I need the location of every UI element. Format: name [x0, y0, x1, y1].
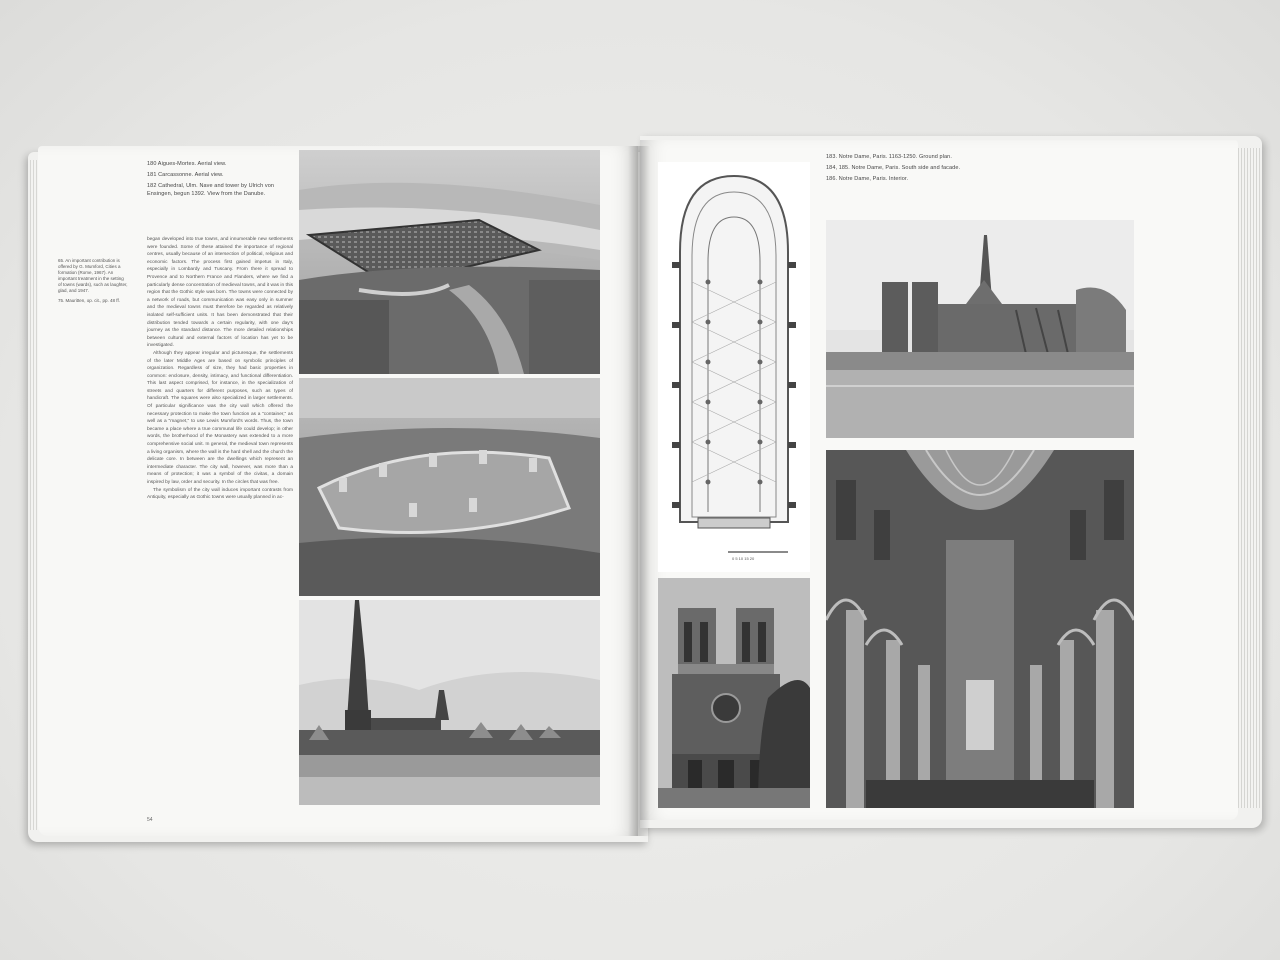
- caption-186: 186. Notre Dame, Paris. Interior.: [826, 176, 909, 182]
- book-gutter: [628, 146, 650, 836]
- left-captions: [147, 160, 287, 201]
- caption-180: 180 Aigues-Mortes. Aerial view.: [147, 161, 227, 167]
- caption-181: 181 Carcassonne. Aerial view.: [147, 172, 224, 178]
- page-number: 54: [147, 817, 153, 823]
- left-body-text: [147, 236, 293, 502]
- margin-note-65: 65. An important contribution is offered by G. Mumford, Cities a formation (Rome, 1967). An important treatment in the setting of towns (wards), such as laughter, glad, and 1947.: [58, 258, 128, 293]
- photo-notre-dame-south: [826, 220, 1134, 438]
- margin-notes: [58, 258, 128, 304]
- body-paragraph: The symbolism of the city wall induces important contrasts from Antiquity, especially as Gothic towns were usually planned in ac-: [147, 487, 293, 501]
- photo-notre-dame-interior: [826, 450, 1134, 808]
- body-paragraph: began developed into true towns, and innumerable new settlements were founded. Some of these attained the importance of regional centres, usually because of an intersection of political, religious and economic factors. The process first gained impetus in Italy, especially in Lombardy and Tuscany. From there it spread to Provence and to Northern France and Flanders, where we find a particularly dense concentration of medieval towns, and it was in this region that the Gothic style was born. The towns were connected by a network of roads, but communication was easy only in summer and the medieval towns must therefore be regarded as relatively isolated self-sufficient units. It has been demonstrated that their distribution tended towards a certain regularity, with one day's journey as the standard distance. The more detailed relationships between cultural and external factors of location has yet to be investigated.: [147, 237, 293, 349]
- body-paragraph: Although they appear irregular and picturesque, the settlements of the later Middle Ages are based on symbolic principles of organization. Regardless of size, they had basic properties in common: enclosure, density, intimacy, and functional differentiation. This last aspect comprised, for instance, in the specialization of streets and quarters for different purposes, such as types of handicraft. The squares were also specialized in larger settlements. Of particular significance was the city wall which offered the necessary protection to make the town function as a "container," as well as a "magnet," to use Lewis Mumford's words. Thus, the town became a place where a true communal life could develop; in other words, the brotherhood of the Monastery was extended to a more comprehensive social unit. In general, the medieval town represents a living organism, where the wall is the hard shell and the church the delicate core. In between are the dwellings which represent an intermediate character. The city wall, however, was more than a means of protection; it was a symbol of the civitas, a domain inspired by law, order and security. In the circles that was free.: [147, 350, 293, 485]
- ground-plan-drawing: [658, 162, 810, 572]
- photo-notre-dame-facade: [658, 578, 810, 808]
- scale-bar-label: 0 5 10 15 20: [732, 556, 755, 561]
- right-page-edges: [1236, 148, 1260, 808]
- caption-184-185: 184, 185. Notre Dame, Paris. South side and facade.: [826, 165, 961, 171]
- photo-carcassonne: [299, 378, 600, 596]
- caption-183: 183. Notre Dame, Paris. 1163-1250. Ground plan.: [826, 154, 952, 160]
- photo-ulm-cathedral: [299, 600, 600, 805]
- photo-aigues-mortes: [299, 150, 600, 374]
- caption-182: 182 Cathedral, Ulm. Nave and tower by Ulrich von Ensingen, begun 1392. View from the Danube.: [147, 183, 275, 197]
- margin-note-75: 75. Mauritten, op. cit., pp. 48 ff.: [58, 298, 120, 303]
- right-captions: [826, 153, 986, 186]
